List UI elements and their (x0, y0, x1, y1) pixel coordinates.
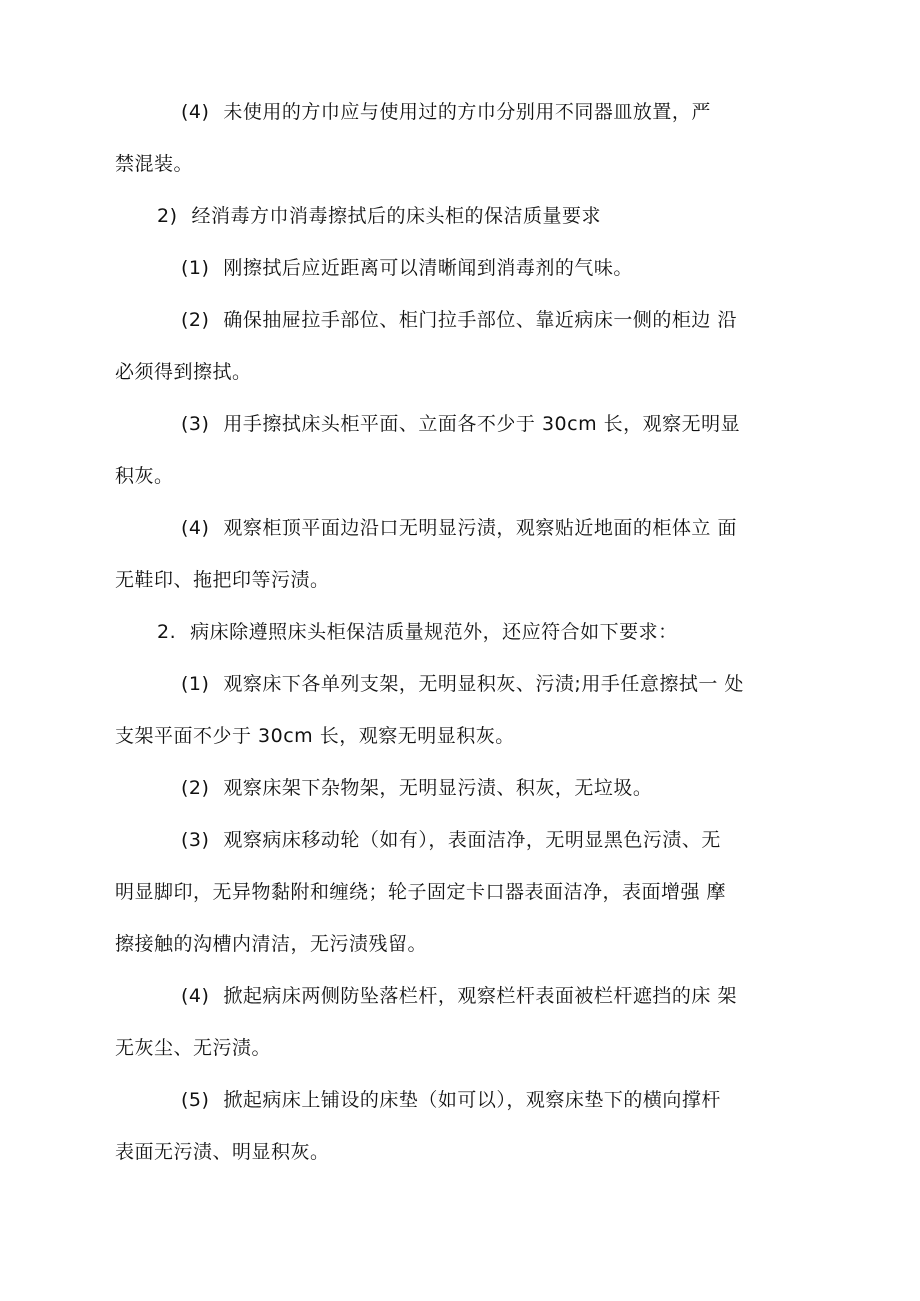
paragraph-text: 擦接触的沟槽内清洁，无污渍残留。 (115, 933, 428, 955)
paragraph-number: (4) (181, 101, 210, 123)
paragraph-number: 2. (157, 621, 177, 643)
paragraph-item-4-napkins (115, 86, 805, 190)
paragraph-number: 2) (157, 205, 178, 227)
paragraph-text: 支架平面不少于 30cm 长，观察无明显积灰。 (115, 725, 515, 747)
paragraph-text: 观察床架下杂物架，无明显污渍、积灰，无垃圾。 (223, 777, 653, 799)
section-heading-bed-requirements (115, 606, 805, 658)
paragraph-text: 刚擦拭后应近距离可以清晰闻到消毒剂的气味。 (223, 257, 633, 279)
paragraph-item-1-smell (115, 242, 805, 294)
paragraph-text: 明显脚印，无异物黏附和缠绕；轮子固定卡口器表面洁净，表面增强 摩 (115, 881, 727, 903)
paragraph-text: 掀起病床两侧防坠落栏杆，观察栏杆表面被栏杆遮挡的床 架 (223, 985, 737, 1007)
paragraph-item-3-dust (115, 398, 805, 502)
paragraph-item-2-handles (115, 294, 805, 398)
paragraph-text: 表面无污渍、明显积灰。 (115, 1141, 330, 1163)
section-heading-bedside-cabinet-quality (115, 190, 805, 242)
paragraph-number: (4) (181, 985, 210, 1007)
paragraph-text: 用手擦拭床头柜平面、立面各不少于 30cm 长，观察无明显 (223, 413, 741, 435)
paragraph-text: 无灰尘、无污渍。 (115, 1037, 272, 1059)
paragraph-item-1-brackets (115, 658, 805, 762)
paragraph-number: (4) (181, 517, 210, 539)
paragraph-text: 观察病床移动轮（如有），表面洁净，无明显黑色污渍、无 (223, 829, 721, 851)
paragraph-number: (3) (181, 413, 210, 435)
paragraph-text: 未使用的方巾应与使用过的方巾分别用不同器皿放置，严 (223, 101, 711, 123)
paragraph-text: 观察柜顶平面边沿口无明显污渍，观察贴近地面的柜体立 面 (223, 517, 737, 539)
paragraph-text: 无鞋印、拖把印等污渍。 (115, 569, 330, 591)
paragraph-number: (5) (181, 1089, 210, 1111)
paragraph-number: (3) (181, 829, 210, 851)
paragraph-item-5-mattress (115, 1074, 805, 1178)
paragraph-number: (1) (181, 673, 210, 695)
paragraph-text: 必须得到擦拭。 (115, 361, 252, 383)
paragraph-number: (1) (181, 257, 210, 279)
paragraph-text: 禁混装。 (115, 153, 194, 175)
paragraph-text: 病床除遵照床头柜保洁质量规范外，还应符合如下要求： (190, 621, 678, 643)
paragraph-number: (2) (181, 777, 210, 799)
paragraph-item-4-rails (115, 970, 805, 1074)
paragraph-text: 观察床下各单列支架，无明显积灰、污渍;用手任意擦拭一 处 (223, 673, 744, 695)
paragraph-item-3-wheels (115, 814, 805, 970)
paragraph-item-2-storage-rack (115, 762, 805, 814)
paragraph-number: (2) (181, 309, 210, 331)
paragraph-text: 经消毒方巾消毒擦拭后的床头柜的保洁质量要求 (191, 205, 602, 227)
paragraph-text: 确保抽屉拉手部位、柜门拉手部位、靠近病床一侧的柜边 沿 (223, 309, 737, 331)
paragraph-text: 掀起病床上铺设的床垫（如可以），观察床垫下的横向撑杆 (223, 1089, 721, 1111)
paragraph-item-4-stains (115, 502, 805, 606)
paragraph-text: 积灰。 (115, 465, 174, 487)
